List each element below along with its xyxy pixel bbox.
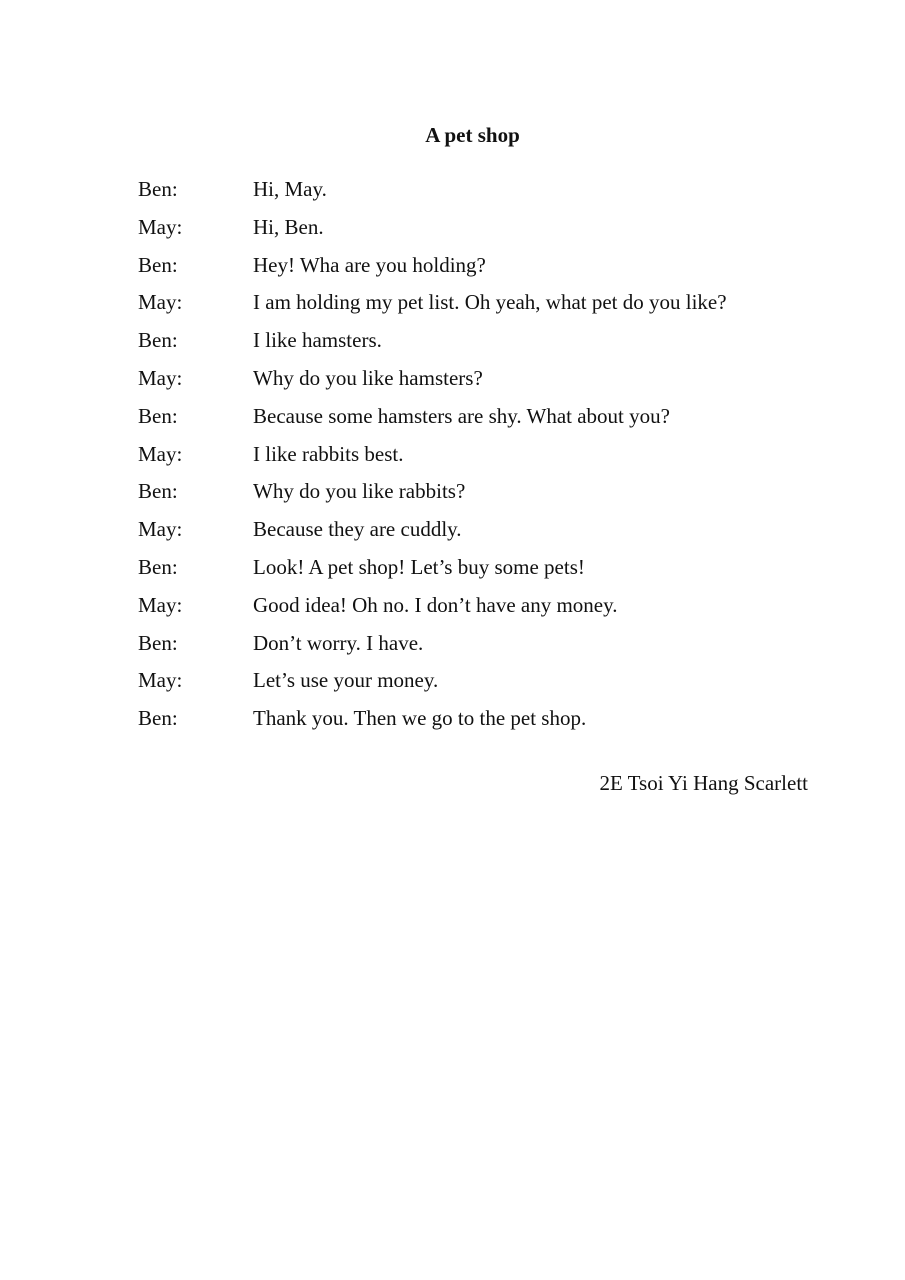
speech-text: Look! A pet shop! Let’s buy some pets! — [253, 554, 585, 579]
speaker-label: May: — [138, 517, 183, 542]
author-name: 2E Tsoi Yi Hang Scarlett — [599, 771, 808, 795]
speech-text: Because some hamsters are shy. What about you? — [253, 403, 670, 428]
speech-text: I like rabbits best. — [253, 441, 404, 466]
dialogue-line — [138, 440, 838, 478]
dialogue-line — [138, 402, 838, 440]
speech-text: Because they are cuddly. — [253, 517, 462, 542]
dialogue-line — [138, 213, 838, 251]
dialogue-line — [138, 515, 838, 553]
speech-text: Hi, May. — [253, 177, 327, 201]
dialogue-line — [138, 175, 838, 213]
speaker-label: Ben: — [138, 252, 178, 277]
speech-text: Why do you like hamsters? — [253, 365, 483, 390]
dialogue-line — [138, 326, 838, 364]
dialogue-line — [138, 364, 838, 402]
speech-text: I like hamsters. — [253, 328, 382, 353]
dialogue-line — [138, 251, 838, 289]
speaker-label: May: — [138, 668, 183, 693]
speech-text: Good idea! Oh no. I don’t have any money. — [253, 592, 618, 617]
dialogue-line — [138, 477, 838, 515]
speaker-label: Ben: — [138, 177, 178, 201]
dialogue-line — [138, 629, 838, 667]
speaker-label: Ben: — [138, 328, 178, 353]
speaker-label: Ben: — [138, 479, 178, 504]
speaker-label: Ben: — [138, 706, 178, 731]
speaker-label: Ben: — [138, 403, 178, 428]
dialogue-line — [138, 666, 838, 704]
speaker-label: May: — [138, 592, 183, 617]
dialogue-line — [138, 704, 838, 742]
page-title: A pet shop — [425, 123, 520, 147]
speech-text: Let’s use your money. — [253, 668, 439, 693]
speech-text: Why do you like rabbits? — [253, 479, 466, 504]
speaker-label: Ben: — [138, 630, 178, 655]
dialogue-list — [138, 175, 838, 742]
speech-text: I am holding my pet list. Oh yeah, what pet do you like? — [253, 290, 727, 315]
speech-text: Thank you. Then we go to the pet shop. — [253, 706, 587, 731]
dialogue-line — [138, 553, 838, 591]
speaker-label: May: — [138, 214, 183, 239]
dialogue-line — [138, 288, 838, 326]
speech-text: Hey! Wha are you holding? — [253, 252, 486, 277]
speech-text: Don’t worry. I have. — [253, 630, 424, 655]
speaker-label: May: — [138, 441, 183, 466]
speaker-label: May: — [138, 290, 183, 315]
speaker-label: May: — [138, 365, 183, 390]
speaker-label: Ben: — [138, 554, 178, 579]
dialogue-line — [138, 591, 838, 629]
speech-text: Hi, Ben. — [253, 214, 324, 239]
